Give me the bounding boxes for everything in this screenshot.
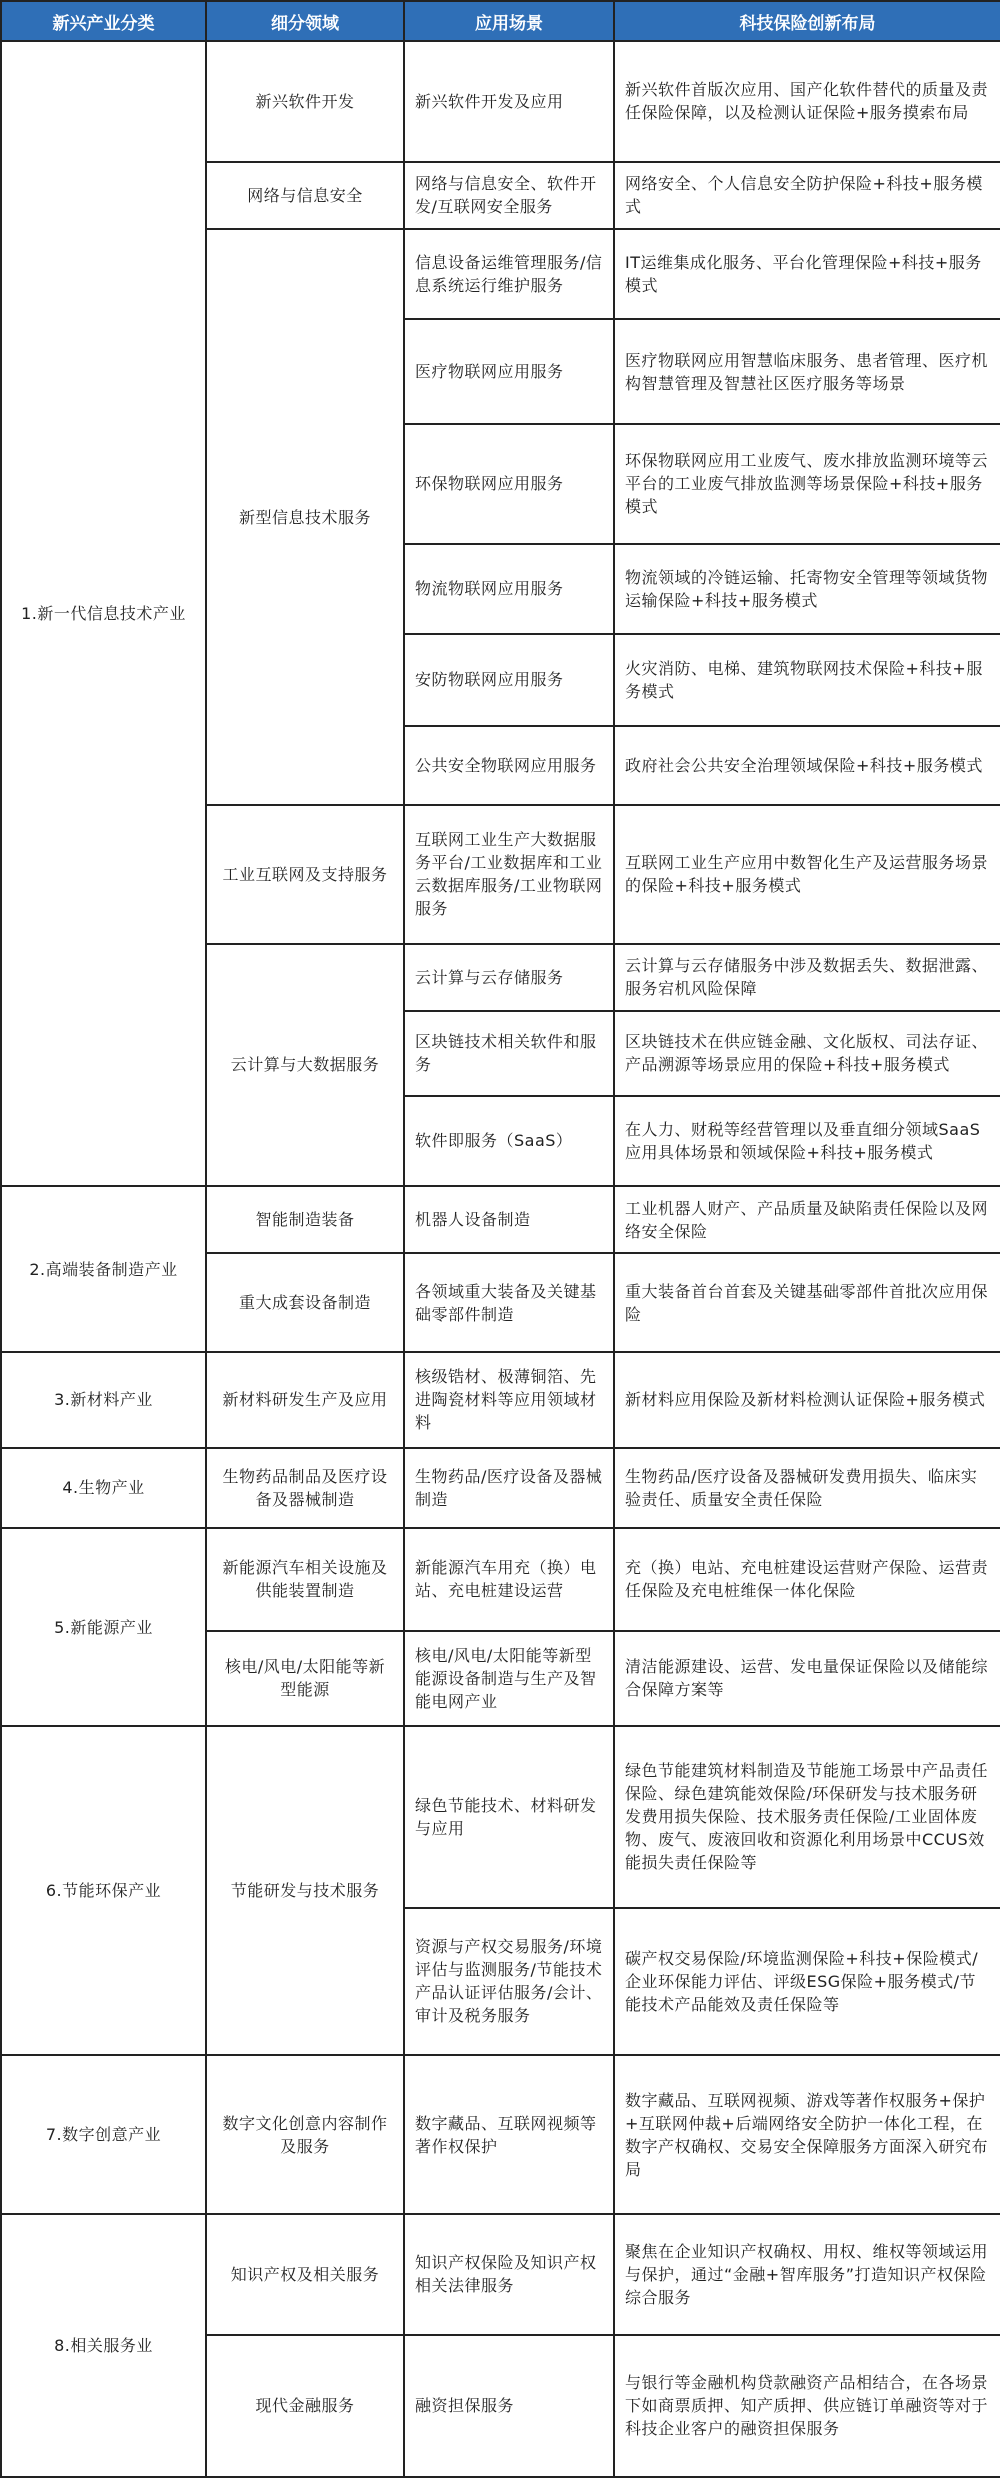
scenario-cell: 数字藏品、互联网视频等著作权保护 <box>404 2055 614 2214</box>
insurance-layout-cell: 在人力、财税等经营管理以及垂直细分领域SaaS应用具体场景和领域保险+科技+服务模式 <box>614 1096 1000 1186</box>
header-subfield: 细分领域 <box>206 1 404 41</box>
insurance-layout-cell: 充（换）电站、充电桩建设运营财产保险、运营责任保险及充电桩维保一体化保险 <box>614 1528 1000 1630</box>
scenario-cell: 核级锆材、极薄铜箔、先进陶瓷材料等应用领域材料 <box>404 1352 614 1447</box>
insurance-layout-cell: 聚焦在企业知识产权确权、用权、维权等领域运用与保护，通过“金融+智库服务”打造知识产权保险综合服务 <box>614 2214 1000 2335</box>
subfield-cell: 新能源汽车相关设施及供能装置制造 <box>206 1528 404 1630</box>
subfield-cell: 核电/风电/太阳能等新型能源 <box>206 1631 404 1726</box>
scenario-cell: 网络与信息安全、软件开发/互联网安全服务 <box>404 162 614 229</box>
insurance-layout-cell: 政府社会公共安全治理领域保险+科技+服务模式 <box>614 726 1000 806</box>
industry-cell: 3.新材料产业 <box>1 1352 206 1447</box>
insurance-layout-cell: 重大装备首台首套及关键基础零部件首批次应用保险 <box>614 1253 1000 1352</box>
industry-cell: 7.数字创意产业 <box>1 2055 206 2214</box>
table-body <box>1 41 1000 2477</box>
industry-cell: 6.节能环保产业 <box>1 1726 206 2055</box>
industry-cell: 8.相关服务业 <box>1 2214 206 2477</box>
subfield-cell: 新材料研发生产及应用 <box>206 1352 404 1447</box>
header-insurance-layout: 科技保险创新布局 <box>614 1 1000 41</box>
table-row <box>1 2055 1000 2214</box>
scenario-cell: 绿色节能技术、材料研发与应用 <box>404 1726 614 1908</box>
insurance-layout-cell: 生物药品/医疗设备及器械研发费用损失、临床实验责任、质量安全责任保险 <box>614 1448 1000 1529</box>
scenario-cell: 区块链技术相关软件和服务 <box>404 1011 614 1095</box>
scenario-cell: 公共安全物联网应用服务 <box>404 726 614 806</box>
table-row <box>1 1448 1000 1529</box>
insurance-layout-cell: 与银行等金融机构贷款融资产品相结合，在各场景下如商票质押、知产质押、供应链订单融资等对于科技企业客户的融资担保服务 <box>614 2335 1000 2477</box>
insurance-layout-cell: 数字藏品、互联网视频、游戏等著作权服务+保护+互联网仲裁+后端网络安全防护一体化工程，在数字产权确权、交易安全保障服务方面深入研究布局 <box>614 2055 1000 2214</box>
subfield-cell: 新兴软件开发 <box>206 41 404 162</box>
table-row <box>1 1528 1000 1630</box>
scenario-cell: 新兴软件开发及应用 <box>404 41 614 162</box>
scenario-cell: 物流物联网应用服务 <box>404 544 614 634</box>
insurance-layout-cell: 互联网工业生产应用中数智化生产及运营服务场景的保险+科技+服务模式 <box>614 805 1000 944</box>
table-row <box>1 2214 1000 2335</box>
header-industry: 新兴产业分类 <box>1 1 206 41</box>
scenario-cell: 资源与产权交易服务/环境评估与监测服务/节能技术产品认证评估服务/会计、审计及税务服务 <box>404 1908 614 2055</box>
scenario-cell: 医疗物联网应用服务 <box>404 319 614 424</box>
insurance-layout-cell: 工业机器人财产、产品质量及缺陷责任保险以及网络安全保险 <box>614 1186 1000 1253</box>
insurance-layout-cell: 火灾消防、电梯、建筑物联网技术保险+科技+服务模式 <box>614 634 1000 726</box>
insurance-layout-cell: 网络安全、个人信息安全防护保险+科技+服务模式 <box>614 162 1000 229</box>
insurance-layout-cell: 物流领域的冷链运输、托寄物安全管理等领域货物运输保险+科技+服务模式 <box>614 544 1000 634</box>
scenario-cell: 互联网工业生产大数据服务平台/工业数据库和工业云数据库服务/工业物联网服务 <box>404 805 614 944</box>
header-row <box>1 1 1000 41</box>
table-header <box>1 1 1000 41</box>
scenario-cell: 机器人设备制造 <box>404 1186 614 1253</box>
insurance-layout-cell: 新兴软件首版次应用、国产化软件替代的质量及责任保险保障，以及检测认证保险+服务摸索布局 <box>614 41 1000 162</box>
industry-cell: 2.高端装备制造产业 <box>1 1186 206 1352</box>
scenario-cell: 知识产权保险及知识产权相关法律服务 <box>404 2214 614 2335</box>
scenario-cell: 软件即服务（SaaS） <box>404 1096 614 1186</box>
scenario-cell: 云计算与云存储服务 <box>404 944 614 1011</box>
subfield-cell: 工业互联网及支持服务 <box>206 805 404 944</box>
table-row <box>1 1186 1000 1253</box>
industry-cell: 4.生物产业 <box>1 1448 206 1529</box>
scenario-cell: 核电/风电/太阳能等新型能源设备制造与生产及智能电网产业 <box>404 1631 614 1726</box>
table-row <box>1 1352 1000 1447</box>
subfield-cell: 生物药品制品及医疗设备及器械制造 <box>206 1448 404 1529</box>
subfield-cell: 知识产权及相关服务 <box>206 2214 404 2335</box>
insurance-layout-cell: 碳产权交易保险/环境监测保险+科技+保险模式/企业环保能力评估、评级ESG保险+服务模式/节能技术产品能效及责任保险等 <box>614 1908 1000 2055</box>
insurance-layout-cell: 环保物联网应用工业废气、废水排放监测环境等云平台的工业废气排放监测等场景保险+科技+服务模式 <box>614 424 1000 543</box>
insurance-layout-cell: 清洁能源建设、运营、发电量保证保险以及储能综合保障方案等 <box>614 1631 1000 1726</box>
header-scenario: 应用场景 <box>404 1 614 41</box>
table-row <box>1 41 1000 162</box>
subfield-cell: 现代金融服务 <box>206 2335 404 2477</box>
insurance-layout-cell: 新材料应用保险及新材料检测认证保险+服务模式 <box>614 1352 1000 1447</box>
subfield-cell: 数字文化创意内容制作及服务 <box>206 2055 404 2214</box>
subfield-cell: 云计算与大数据服务 <box>206 944 404 1186</box>
scenario-cell: 生物药品/医疗设备及器械制造 <box>404 1448 614 1529</box>
insurance-layout-cell: IT运维集成化服务、平台化管理保险+科技+服务模式 <box>614 229 1000 319</box>
subfield-cell: 节能研发与技术服务 <box>206 1726 404 2055</box>
scenario-cell: 各领域重大装备及关键基础零部件制造 <box>404 1253 614 1352</box>
scenario-cell: 安防物联网应用服务 <box>404 634 614 726</box>
subfield-cell: 智能制造装备 <box>206 1186 404 1253</box>
subfield-cell: 网络与信息安全 <box>206 162 404 229</box>
subfield-cell: 重大成套设备制造 <box>206 1253 404 1352</box>
scenario-cell: 新能源汽车用充（换）电站、充电桩建设运营 <box>404 1528 614 1630</box>
insurance-layout-cell: 医疗物联网应用智慧临床服务、患者管理、医疗机构智慧管理及智慧社区医疗服务等场景 <box>614 319 1000 424</box>
industry-cell: 5.新能源产业 <box>1 1528 206 1726</box>
industry-cell: 1.新一代信息技术产业 <box>1 41 206 1186</box>
insurance-layout-cell: 区块链技术在供应链金融、文化版权、司法存证、产品溯源等场景应用的保险+科技+服务模式 <box>614 1011 1000 1095</box>
scenario-cell: 信息设备运维管理服务/信息系统运行维护服务 <box>404 229 614 319</box>
insurance-layout-cell: 云计算与云存储服务中涉及数据丢失、数据泄露、服务宕机风险保障 <box>614 944 1000 1011</box>
scenario-cell: 融资担保服务 <box>404 2335 614 2477</box>
table-row <box>1 1726 1000 1908</box>
insurance-layout-cell: 绿色节能建筑材料制造及节能施工场景中产品责任保险、绿色建筑能效保险/环保研发与技术服务研发费用损失保险、技术服务责任保险/工业固体废物、废气、废液回收和资源化利用场景中CCUS效能损失责任保险等 <box>614 1726 1000 1908</box>
subfield-cell: 新型信息技术服务 <box>206 229 404 805</box>
scenario-cell: 环保物联网应用服务 <box>404 424 614 543</box>
